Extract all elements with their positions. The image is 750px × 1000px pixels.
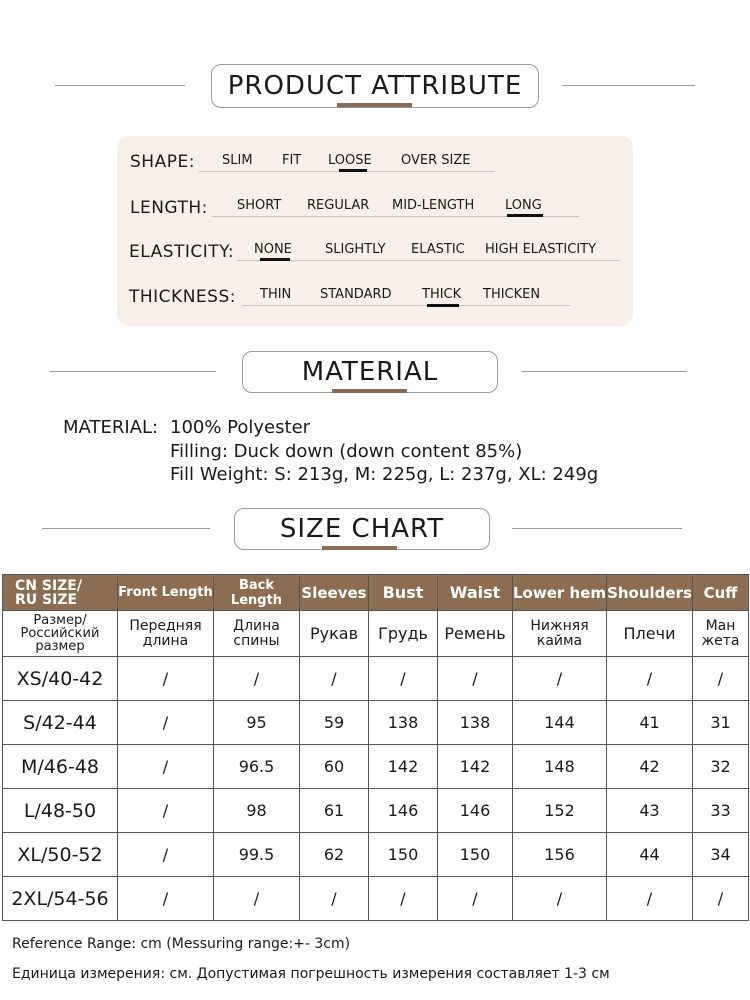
header-cell: Waist bbox=[438, 575, 513, 611]
value-cell: / bbox=[118, 833, 214, 877]
measurement-note-ru: Единица измерения: см. Допустимая погрешность измерения составляет 1-3 см bbox=[12, 966, 610, 982]
divider-left bbox=[42, 528, 210, 529]
header-row-ru bbox=[3, 611, 749, 657]
material-label: MATERIAL: bbox=[63, 417, 159, 438]
size-row-2xl bbox=[3, 877, 749, 921]
attr-option: THICK bbox=[422, 287, 462, 302]
attr-option: MID-LENGTH bbox=[392, 198, 475, 213]
value-cell: 150 bbox=[369, 833, 438, 877]
value-cell: 98 bbox=[214, 789, 300, 833]
size-cell: S/42-44 bbox=[3, 701, 118, 745]
value-cell: 142 bbox=[438, 745, 513, 789]
title-accent-bar bbox=[337, 103, 412, 107]
material-line: 100% Polyester bbox=[170, 417, 311, 438]
header-ru-cell: Размер/ Российский размер bbox=[3, 611, 118, 657]
reference-range-note: Reference Range: cm (Messuring range:+- 3cm) bbox=[12, 936, 351, 952]
attr-line bbox=[242, 305, 570, 306]
size-cell: M/46-48 bbox=[3, 745, 118, 789]
value-cell: / bbox=[118, 657, 214, 701]
attr-option: LOOSE bbox=[328, 153, 372, 168]
value-cell: 99.5 bbox=[214, 833, 300, 877]
attr-option: REGULAR bbox=[307, 198, 370, 213]
header-ru-cell: Плечи bbox=[607, 611, 693, 657]
header-ru-cell: Ман жета bbox=[693, 611, 749, 657]
product-attribute-title-text: PRODUCT ATTRIBUTE bbox=[227, 71, 523, 101]
value-cell: 138 bbox=[369, 701, 438, 745]
value-cell: 31 bbox=[693, 701, 749, 745]
value-cell: 43 bbox=[607, 789, 693, 833]
attr-option: SLIM bbox=[222, 153, 253, 168]
value-cell: 138 bbox=[438, 701, 513, 745]
size-chart-title-text: SIZE CHART bbox=[279, 514, 445, 544]
title-accent-bar bbox=[322, 546, 397, 550]
value-cell: 32 bbox=[693, 745, 749, 789]
material-title bbox=[242, 351, 498, 393]
size-row-xl bbox=[3, 833, 749, 877]
divider-left bbox=[50, 371, 216, 372]
value-cell: / bbox=[214, 657, 300, 701]
value-cell: / bbox=[118, 701, 214, 745]
size-row-s bbox=[3, 701, 749, 745]
selected-mark bbox=[507, 214, 543, 217]
size-cell: XS/40-42 bbox=[3, 657, 118, 701]
value-cell: 42 bbox=[607, 745, 693, 789]
size-row-m bbox=[3, 745, 749, 789]
divider-right bbox=[562, 85, 695, 86]
size-chart-table bbox=[2, 574, 749, 921]
value-cell: / bbox=[513, 657, 607, 701]
value-cell: / bbox=[607, 657, 693, 701]
attr-option: SHORT bbox=[237, 198, 282, 213]
header-ru-cell: Грудь bbox=[369, 611, 438, 657]
size-cell: XL/50-52 bbox=[3, 833, 118, 877]
header-row-en bbox=[3, 575, 749, 611]
selected-mark bbox=[260, 258, 290, 261]
attr-label-shape: SHAPE: bbox=[130, 152, 195, 172]
attr-option: LONG bbox=[505, 198, 542, 213]
value-cell: / bbox=[513, 877, 607, 921]
size-cell: 2XL/54-56 bbox=[3, 877, 118, 921]
header-ru-cell: Рукав bbox=[300, 611, 369, 657]
material-line: Filling: Duck down (down content 85%) bbox=[170, 441, 523, 462]
material-line: Fill Weight: S: 213g, M: 225g, L: 237g, XL: 249g bbox=[170, 464, 599, 485]
divider-right bbox=[522, 371, 687, 372]
divider-left bbox=[55, 85, 185, 86]
value-cell: 146 bbox=[438, 789, 513, 833]
selected-mark bbox=[427, 304, 459, 307]
value-cell: 146 bbox=[369, 789, 438, 833]
value-cell: / bbox=[214, 877, 300, 921]
attr-option: NONE bbox=[254, 242, 292, 257]
title-accent-bar bbox=[332, 389, 407, 393]
value-cell: / bbox=[438, 877, 513, 921]
value-cell: 59 bbox=[300, 701, 369, 745]
attr-label-length: LENGTH: bbox=[130, 198, 208, 218]
value-cell: / bbox=[369, 877, 438, 921]
value-cell: 95 bbox=[214, 701, 300, 745]
product-attribute-title bbox=[211, 64, 539, 108]
value-cell: / bbox=[607, 877, 693, 921]
header-ru-cell: Нижняя кайма bbox=[513, 611, 607, 657]
value-cell: 41 bbox=[607, 701, 693, 745]
divider-right bbox=[512, 528, 682, 529]
value-cell: 150 bbox=[438, 833, 513, 877]
size-row-l bbox=[3, 789, 749, 833]
value-cell: 60 bbox=[300, 745, 369, 789]
attr-option: SLIGHTLY bbox=[325, 242, 386, 257]
value-cell: 96.5 bbox=[214, 745, 300, 789]
value-cell: 33 bbox=[693, 789, 749, 833]
value-cell: / bbox=[118, 789, 214, 833]
value-cell: 156 bbox=[513, 833, 607, 877]
value-cell: 61 bbox=[300, 789, 369, 833]
value-cell: 62 bbox=[300, 833, 369, 877]
header-ru-cell: Длина спины bbox=[214, 611, 300, 657]
value-cell: 144 bbox=[513, 701, 607, 745]
value-cell: 152 bbox=[513, 789, 607, 833]
attr-line bbox=[237, 260, 620, 261]
header-cell: Cuff bbox=[693, 575, 749, 611]
value-cell: / bbox=[369, 657, 438, 701]
attr-option: THICKEN bbox=[483, 287, 541, 302]
header-cn-size: CN SIZE/ RU SIZE bbox=[15, 577, 82, 608]
value-cell: 34 bbox=[693, 833, 749, 877]
header-cell: Back Length bbox=[214, 575, 300, 611]
value-cell: 148 bbox=[513, 745, 607, 789]
value-cell: / bbox=[300, 657, 369, 701]
header-cell: Front Length bbox=[118, 575, 214, 611]
value-cell: 44 bbox=[607, 833, 693, 877]
attr-option: OVER SIZE bbox=[401, 153, 471, 168]
size-row-xs bbox=[3, 657, 749, 701]
header-cell bbox=[3, 575, 118, 611]
attr-label-elasticity: ELASTICITY: bbox=[129, 242, 235, 262]
attr-option: STANDARD bbox=[320, 287, 392, 302]
size-chart-title bbox=[234, 508, 490, 550]
value-cell: / bbox=[438, 657, 513, 701]
value-cell: / bbox=[300, 877, 369, 921]
size-cell: L/48-50 bbox=[3, 789, 118, 833]
attr-option: HIGH ELASTICITY bbox=[485, 242, 597, 257]
attr-label-thickness: THICKNESS: bbox=[129, 287, 236, 307]
value-cell: 142 bbox=[369, 745, 438, 789]
header-cell: Sleeves bbox=[300, 575, 369, 611]
header-ru-cell: Передняя длина bbox=[118, 611, 214, 657]
value-cell: / bbox=[693, 657, 749, 701]
header-cell: Bust bbox=[369, 575, 438, 611]
selected-mark bbox=[339, 169, 367, 172]
value-cell: / bbox=[118, 877, 214, 921]
attr-option: FIT bbox=[282, 153, 302, 168]
material-title-text: MATERIAL bbox=[301, 357, 439, 387]
attribute-panel bbox=[117, 136, 633, 326]
header-cell: Shoulders bbox=[607, 575, 693, 611]
attr-option: THIN bbox=[260, 287, 292, 302]
value-cell: / bbox=[118, 745, 214, 789]
attr-option: ELASTIC bbox=[411, 242, 465, 257]
value-cell: / bbox=[693, 877, 749, 921]
header-cell: Lower hem bbox=[513, 575, 607, 611]
header-ru-cell: Ремень bbox=[438, 611, 513, 657]
